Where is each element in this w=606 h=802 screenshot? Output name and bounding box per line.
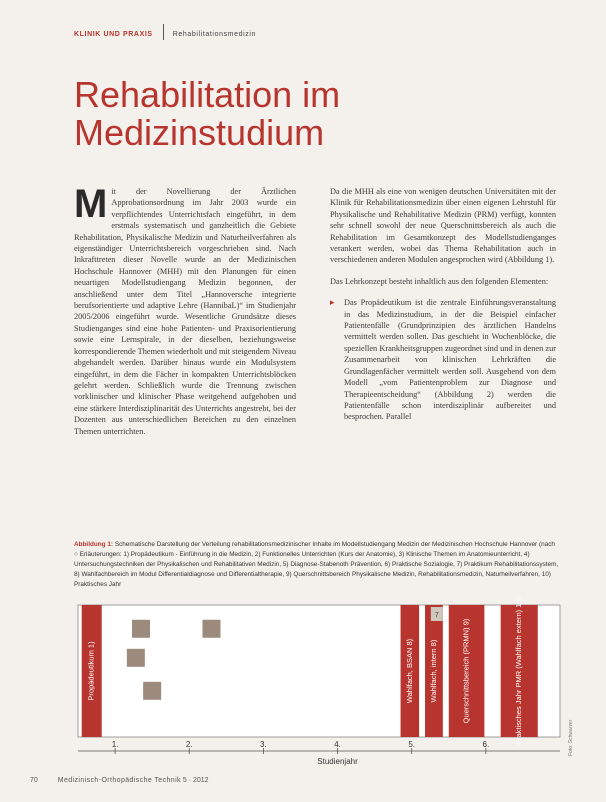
page-number: 70: [30, 777, 38, 784]
caption-label: Abbildung 1:: [74, 541, 114, 548]
bar-label: Praktisches Jahr PMR (Wahlfach extern) 10): [514, 597, 524, 746]
bullet-list: [330, 297, 556, 422]
caption-text: Schematische Darstellung der Verteilung rehabilitationsmedizinischer Inhalte im Modellstudiengang Medizin der Medizinischen Hochschule Hannover (nach ○ Erläuterungen: 1) Propädeutikum - Einführung in die Medizin, 2) Funktionelles Unterrichten (Kurs der Anatomie), 3) Klinische Themen im Anatomieunterricht, 4) Untersuchungstechniken der Physikalischen und Rehabilitativen Medizin, 5) Diagnose-Stabenoth Prävention, 6) Praktische Sozialogie, 7) Praktikum Rehabilitationssystem, 8) Wahlfachbereich im Modul Differentialdiagnose und Differentialtherapie, 9) Querschnittsbereich Physikalische Medizin, Rehabilitationsmedizin, Naturheilverfahren, 10) Praktisches Jahr: [74, 541, 559, 588]
journal-name: Medizinisch-Orthopädische Technik: [57, 777, 181, 784]
x-tick-label: 6.: [482, 740, 490, 749]
issue-number: 5 · 2012: [182, 777, 209, 784]
chart-marker: [132, 620, 150, 638]
chart-marker: [143, 682, 161, 700]
bar-label: Querschnittsbereich (PRMN) 9): [461, 618, 471, 724]
body-text-left: it der Novellierung der Ärztlichen Approbationsordnung im Jahr 2003 wurde ein verpflichtendes Unterrichtsfach eingeführt, in dem erstmals systematisch und ganzheitlich die Gebiete Rehabilitation, Physikalische Medizin und Naturheilverfahren als eigenständiger Unterrichtsbereich vorgeschrieben sind. Nach Inkrafttreten dieser Novelle wurde an der Medizinischen Hochschule Hannover (MHH) mit den Planungen für einen neuartigen Modellstudiengang Medizin begonnen, der anschließend unter dem Titel „Hannoversche integrierte berufsorientierte und adaptive Lehre (HannibaL)“ im Studienjahr 2005/2006 eingeführt wurde. Wesentliche Grundsätze dieses Studienganges sind eine hohe Patienten- und Praxisorientierung sowie eine Lernspirale, in der dieselben, beziehungsweise korrespondierende Themen wiederholt und mit steigendem Niveau abgehandelt werden. Darüber hinaus wurde ein Modulsystem eingeführt, in dem die Fächer in kompakten Unterrichtsblöcken gelehrt werden. Schließlich wurde die Trennung zwischen vorklinischer und klinischer Phase weitgehend aufgehoben und eine stärkere Interdisziplinarität des Unterrichts angestrebt, bei der Dozenten aus unterschiedlichen Bereichen zu den einzelnen Themen unterrichten.: [74, 187, 296, 436]
x-axis-label: Studienjahr: [317, 757, 358, 766]
body-paragraph-1: Da die MHH als eine von wenigen deutschen Universitäten mit der Klinik für Rehabilitationsmedizin über einen eigenen Lehrstuhl für Physikalische und Rehabilitative Medizin (PRM) verfügt, konnten sehr schnell sowohl der neue Querschnittsbereich als auch die Rehabilitation im Gesamtkonzept des Modellstudienganges verankert werden, wobei das Thema Rehabilitation auch in verschiedenen anderen Modulen angesprochen wird (Abbildung 1).: [330, 187, 556, 265]
drop-cap: M: [74, 182, 108, 226]
page-footer: [30, 777, 209, 784]
header-divider: [163, 24, 164, 40]
plot-frame: [78, 605, 560, 737]
section-label: KLINIK UND PRAXIS: [74, 31, 153, 38]
chart-marker: [202, 620, 220, 638]
body-paragraph-2: Das Lehrkonzept besteht inhaltlich aus den folgenden Elementen:: [330, 276, 549, 286]
chart-marker: [127, 649, 145, 667]
x-tick-label: 5.: [408, 740, 416, 749]
bar-label: Wahlfach, BSAN 8): [404, 638, 414, 704]
bar-label: Propädeutikum 1): [86, 641, 96, 701]
body-column-right: [330, 186, 556, 423]
photo-credit: Foto: Schwarzer: [568, 719, 574, 756]
running-header: [74, 24, 256, 38]
figure-caption: [74, 540, 560, 590]
article-title: Rehabilitation im Medizinstudium: [74, 74, 341, 153]
curriculum-chart: [74, 597, 564, 773]
subsection-label: Rehabilitationsmedizin: [172, 31, 256, 38]
x-tick-label: 3.: [260, 740, 267, 749]
chart-svg: [74, 597, 564, 773]
x-tick-label: 2.: [185, 740, 193, 749]
body-column-left: [74, 182, 296, 437]
x-tick-label: 4.: [334, 740, 341, 749]
bullet-item: ▸ Das Propädeutikum ist die zentrale Einführungsveranstaltung in das Medizinstudium, in der die Beispiel einfacher Patientenfälle (Grundprinzipien des ärztlichen Handelns vermittelt werden sollen. Das geschieht in Wochenblöcke, die speziellen Krankheitsgruppen zugeordnet sind und in denen zur Zusammenarbeit von klinischen Lehrkräften die Grundlagenfächer vermittelt werden soll. Ausgehend von dem Modell „vom Patientenproblem zur Diagnose und Therapieentscheidung“ (Abbildung 2) werden die Patientenfälle schon interdisziplinär aufbereitet und besprochen. Parallel: [330, 297, 556, 422]
bar-label: Wahlfach, intern 8): [428, 639, 438, 703]
bar-badge-label: 7: [434, 612, 439, 619]
x-tick-label: 1.: [111, 740, 119, 749]
